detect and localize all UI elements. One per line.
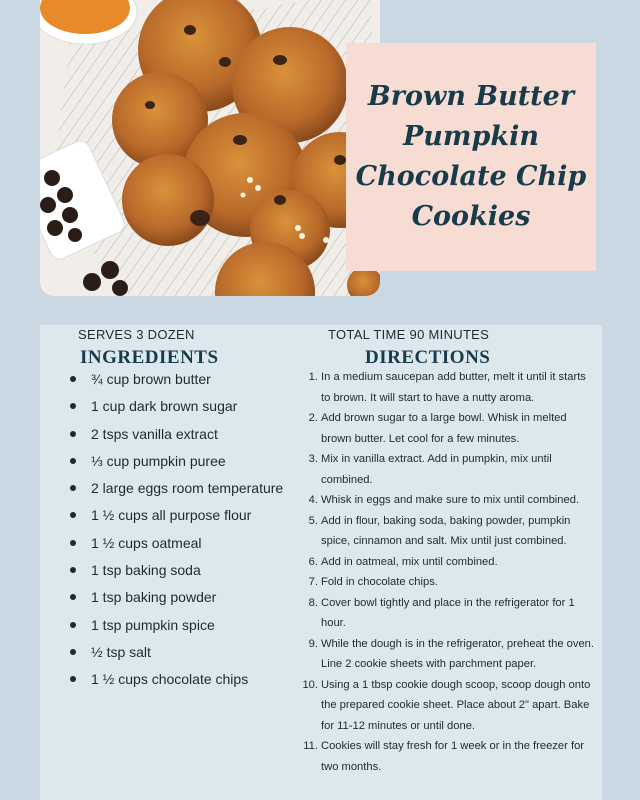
step-text: In a medium saucepan add butter, melt it until it starts to brown. It will start to have a nutty aroma. [321, 371, 586, 404]
step-text: Fold in chocolate chips. [321, 576, 438, 588]
step-number: 9. [308, 637, 318, 650]
direction-step [305, 367, 597, 408]
direction-step [305, 449, 597, 490]
step-number: 11. [303, 740, 318, 752]
ingredient-item: 1 tsp baking powder [70, 584, 300, 611]
ingredient-item: ¾ cup brown butter [70, 366, 300, 393]
ingredient-item: 1 cup dark brown sugar [70, 393, 300, 420]
step-text: While the dough is in the refrigerator, preheat the oven. Line 2 cookie sheets with parchment paper. [321, 637, 595, 670]
step-text: Cookies will stay fresh for 1 week or in the freezer for two months. [321, 740, 585, 773]
direction-step [305, 408, 597, 449]
step-text: Cover bowl tightly and place in the refrigerator for 1 hour. [321, 596, 575, 629]
ingredient-item: ⅓ cup pumpkin puree [70, 448, 300, 475]
ingredient-item: 1 ½ cups chocolate chips [70, 666, 300, 693]
step-number: 2. [308, 412, 318, 424]
step-number: 5. [308, 514, 318, 527]
step-number: 6. [308, 555, 318, 568]
ingredient-item: 1 tsp baking soda [70, 557, 300, 584]
title-line-1: Brown Butter [367, 81, 575, 112]
direction-step [305, 593, 597, 634]
direction-step [305, 634, 597, 675]
direction-step [305, 552, 597, 573]
step-text: Whisk in eggs and make sure to mix until combined. [321, 494, 580, 506]
cookies-illustration [40, 0, 380, 296]
directions-list [302, 367, 597, 777]
ingredient-item: 1 tsp pumpkin spice [70, 612, 300, 639]
cookies-photo [40, 0, 380, 296]
step-number: 10. [302, 678, 318, 691]
title-line-2: Pumpkin [403, 121, 539, 152]
ingredient-item: 1 ½ cups all purpose flour [70, 502, 300, 529]
direction-step [305, 511, 597, 552]
step-number: 3. [308, 453, 318, 465]
serves-text: SERVES 3 DOZEN [78, 327, 195, 342]
step-text: Mix in vanilla extract. Add in pumpkin, mix until combined. [321, 453, 552, 486]
ingredient-item: 2 tsps vanilla extract [70, 421, 300, 448]
recipe-panel [40, 325, 602, 800]
ingredient-item: ½ tsp salt [70, 639, 300, 666]
ingredients-heading: INGREDIENTS [80, 347, 219, 368]
direction-step [305, 490, 597, 511]
step-number: 4. [308, 494, 318, 506]
step-text: Using a 1 tbsp cookie dough scoop, scoop dough onto the prepared cookie sheet. Place about 2" apart. Bake for 11-12 minutes or until done. [321, 678, 591, 732]
direction-step [305, 572, 597, 593]
step-text: Add in flour, baking soda, baking powder, pumpkin spice, cinnamon and salt. Mix until just combined. [321, 514, 571, 547]
step-number: 7. [308, 576, 318, 588]
step-number: 1. [308, 371, 318, 383]
direction-step [302, 675, 597, 737]
total-time-text: TOTAL TIME 90 MINUTES [328, 327, 490, 342]
step-text: Add brown sugar to a large bowl. Whisk in melted brown butter. Let cool for a few minutes. [321, 412, 567, 445]
recipe-title-card [346, 43, 596, 271]
title-line-3: Chocolate Chip [355, 161, 587, 192]
ingredients-list [70, 366, 300, 694]
ingredient-item: 1 ½ cups oatmeal [70, 530, 300, 557]
step-number: 8. [308, 596, 318, 609]
step-text: Add in oatmeal, mix until combined. [321, 555, 498, 568]
ingredient-item: 2 large eggs room temperature [70, 475, 300, 502]
directions-heading: DIRECTIONS [365, 347, 491, 368]
title-line-4: Cookies [411, 201, 531, 232]
direction-step [305, 736, 597, 777]
